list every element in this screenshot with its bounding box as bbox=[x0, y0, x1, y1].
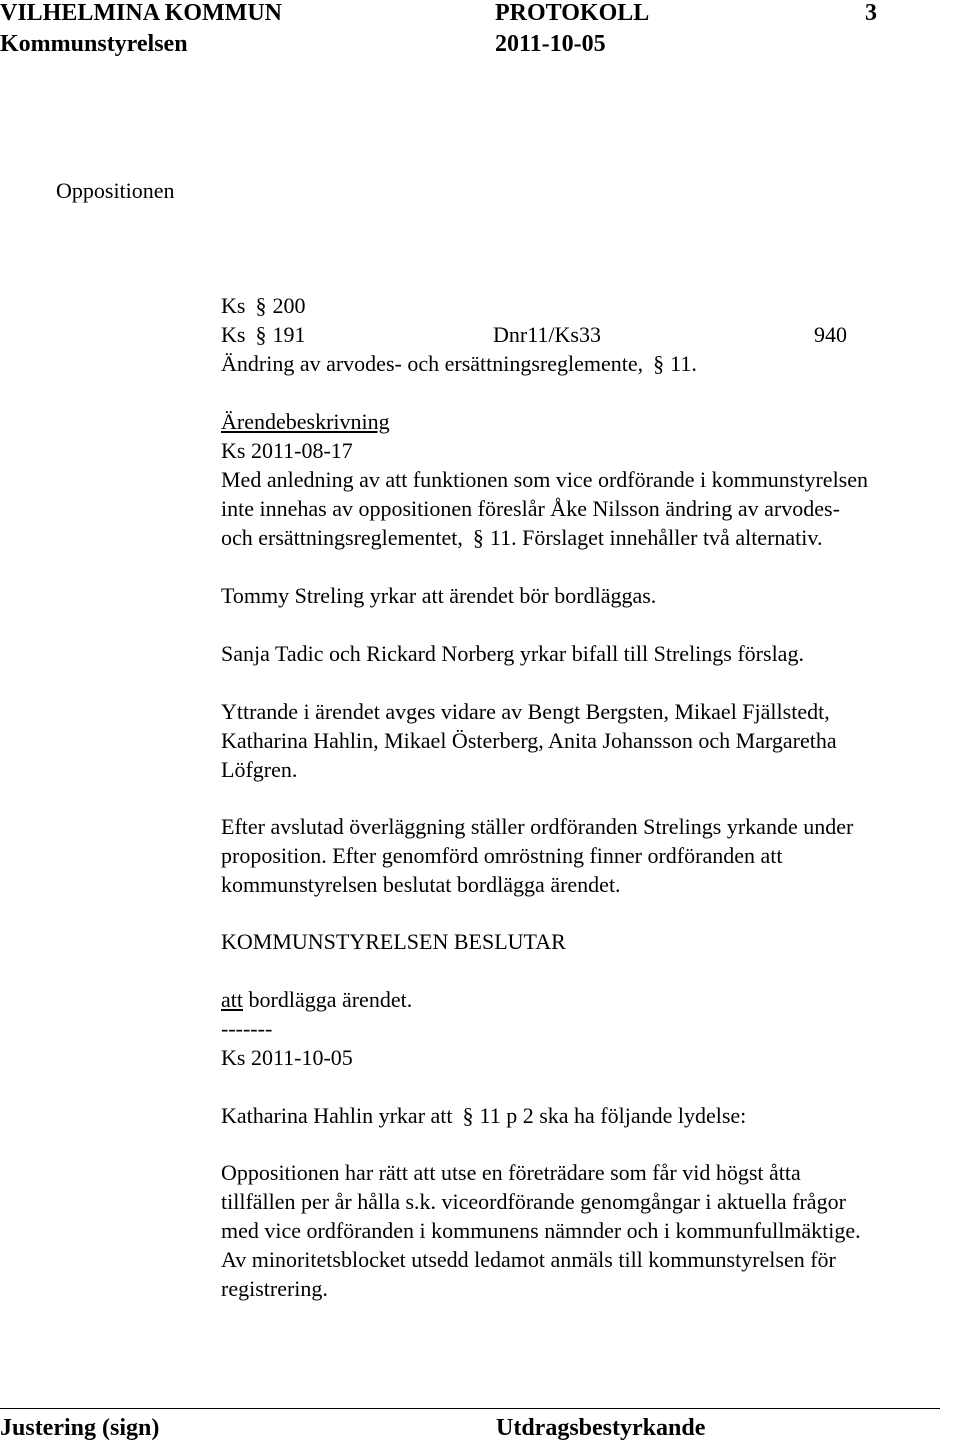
section-symbol: § bbox=[462, 1103, 474, 1128]
second-date: Ks 2011-10-05 bbox=[221, 1045, 353, 1070]
header-date: 2011-10-05 bbox=[495, 31, 606, 57]
footer-signature: Justering (sign) bbox=[0, 1415, 160, 1441]
description-line: inte innehas av oppositionen föreslår Åke Nilsson ändring av arvodes- bbox=[221, 496, 840, 521]
ks-number: 200 bbox=[272, 293, 306, 318]
decision-heading: KOMMUNSTYRELSEN BESLUTAR bbox=[221, 929, 566, 954]
separator: ------- bbox=[221, 1016, 273, 1041]
ks-number: 191 bbox=[272, 322, 306, 347]
paragraph-tadic-norberg: Sanja Tadic och Rickard Norberg yrkar bifall till Strelings förslag. bbox=[221, 641, 804, 666]
header-municipality: VILHELMINA KOMMUN bbox=[0, 0, 282, 26]
case-title: Ändring av arvodes- och ersättningsreglemente, § 11. bbox=[221, 351, 697, 376]
group-label: Oppositionen bbox=[56, 178, 175, 203]
case-ref-line-1 bbox=[221, 291, 697, 320]
ks-prefix: Ks bbox=[221, 322, 246, 347]
section-symbol: § bbox=[472, 525, 484, 550]
paragraph-streling: Tommy Streling yrkar att ärendet bör bordläggas. bbox=[221, 583, 657, 608]
decision-att: att bbox=[221, 987, 243, 1012]
header-body: Kommunstyrelsen bbox=[0, 31, 188, 57]
ks-prefix: Ks bbox=[221, 293, 246, 318]
description-date: Ks 2011-08-17 bbox=[221, 438, 353, 463]
description-heading: Ärendebeskrivning bbox=[221, 409, 390, 434]
description-line: och ersättningsreglementet, § 11. Förslaget innehåller två alternativ. bbox=[221, 525, 823, 550]
section-symbol: § bbox=[255, 322, 267, 347]
header-doc-type: PROTOKOLL bbox=[495, 0, 650, 26]
proposal-text: Oppositionen har rätt att utse en företrädare som får vid högst åtta tillfällen per år hålla s.k. viceordförande genomgångar i aktuella frågor med vice ordföranden i kommunens nämnder och i kommunfullmäktige. Av minoritetsblocket utsedd ledamot anmäls till kommunstyrelsen för registrering. bbox=[221, 1160, 861, 1301]
decision-text: att bordlägga ärendet. ------- Ks 2011-10-05 bbox=[221, 987, 413, 1070]
description-line: Med anledning av att funktionen som vice ordförande i kommunstyrelsen bbox=[221, 467, 869, 492]
case-code: 940 bbox=[814, 322, 847, 347]
dnr-number: Dnr11/Ks33 bbox=[493, 322, 601, 347]
paragraph-statements: Yttrande i ärendet avges vidare av Bengt Bergsten, Mikael Fjällstedt, Katharina Hahlin, Mikael Österberg, Anita Johansson och Margaretha Löfgren. bbox=[221, 699, 837, 782]
paragraph-vote: Efter avslutad överläggning ställer ordföranden Strelings yrkande under proposition. Efter genomförd omröstning finner ordföranden att kommunstyrelsen beslutat bordlägga ärendet. bbox=[221, 814, 854, 897]
section-symbol: § bbox=[255, 293, 267, 318]
description-section bbox=[221, 407, 868, 552]
proposal-line: Katharina Hahlin yrkar att § 11 p 2 ska ha följande lydelse: bbox=[221, 1103, 747, 1128]
case-ref-line-2 bbox=[221, 320, 847, 349]
footer-divider bbox=[0, 1408, 940, 1409]
section-symbol: § bbox=[653, 351, 665, 376]
case-refs bbox=[221, 291, 847, 378]
header-page-number: 3 bbox=[865, 0, 877, 26]
footer-certification: Utdragsbestyrkande bbox=[496, 1415, 706, 1441]
